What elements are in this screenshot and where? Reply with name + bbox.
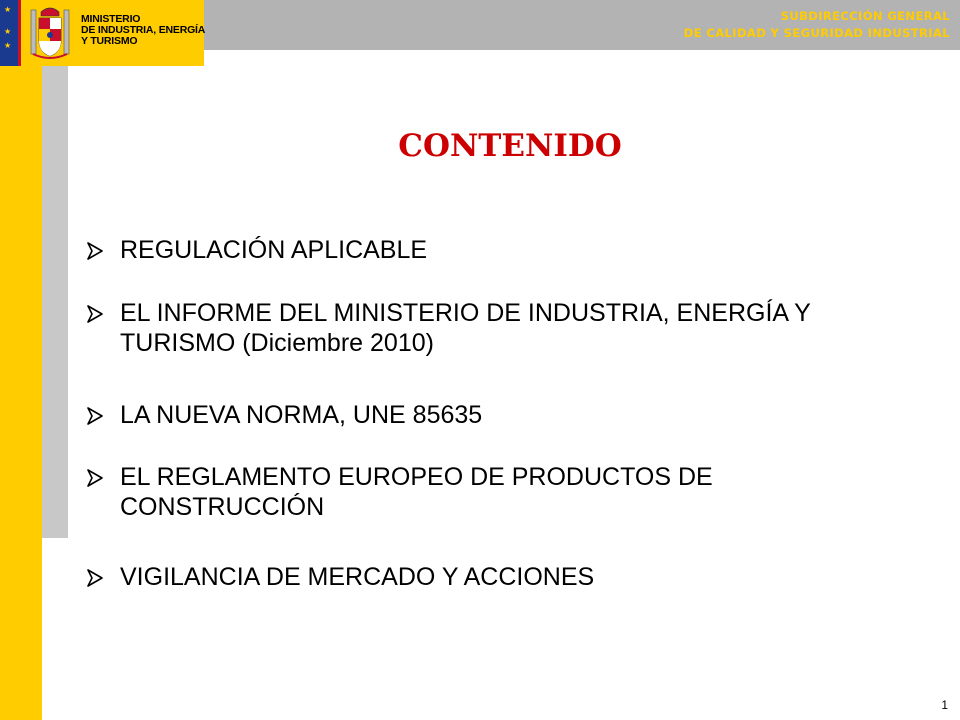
- page-number: 1: [941, 698, 948, 712]
- ministry-line-1: MINISTERIO: [81, 13, 141, 25]
- left-yellow-stripe: [0, 0, 42, 720]
- list-item-label: LA NUEVA NORMA, UNE 85635: [120, 401, 483, 429]
- ministry-logo: [21, 0, 204, 66]
- list-item-label: EL REGLAMENTO EUROPEO DE PRODUCTOS DE CONSTRUCCIÓN: [120, 463, 713, 521]
- subdirection-line-2: DE CALIDAD Y SEGURIDAD INDUSTRIAL: [683, 26, 950, 40]
- subdirection-label: [684, 8, 950, 42]
- list-item-label: VIGILANCIA DE MERCADO Y ACCIONES: [120, 563, 595, 591]
- list-item-label: REGULACIÓN APLICABLE: [120, 236, 428, 264]
- ministry-name: [81, 14, 205, 47]
- ministry-line-3: Y TURISMO: [81, 35, 138, 47]
- arrowhead-bullet-icon: [86, 305, 104, 323]
- spanish-coat-of-arms-icon: [29, 4, 71, 62]
- arrowhead-bullet-icon: [86, 242, 104, 260]
- spain-eu-flag-icon: ★ ★ ★: [0, 0, 18, 66]
- arrowhead-bullet-icon: [86, 569, 104, 587]
- list-item-label: EL INFORME DEL MINISTERIO DE INDUSTRIA, ENERGÍA Y TURISMO (Diciembre 2010): [120, 299, 811, 357]
- subdirection-line-1: SUBDIRECCIÓN GENERAL: [780, 9, 950, 23]
- ministry-line-2: DE INDUSTRIA, ENERGÍA: [81, 24, 206, 36]
- arrowhead-bullet-icon: [86, 469, 104, 487]
- arrowhead-bullet-icon: [86, 407, 104, 425]
- slide-title: CONTENIDO: [398, 128, 622, 164]
